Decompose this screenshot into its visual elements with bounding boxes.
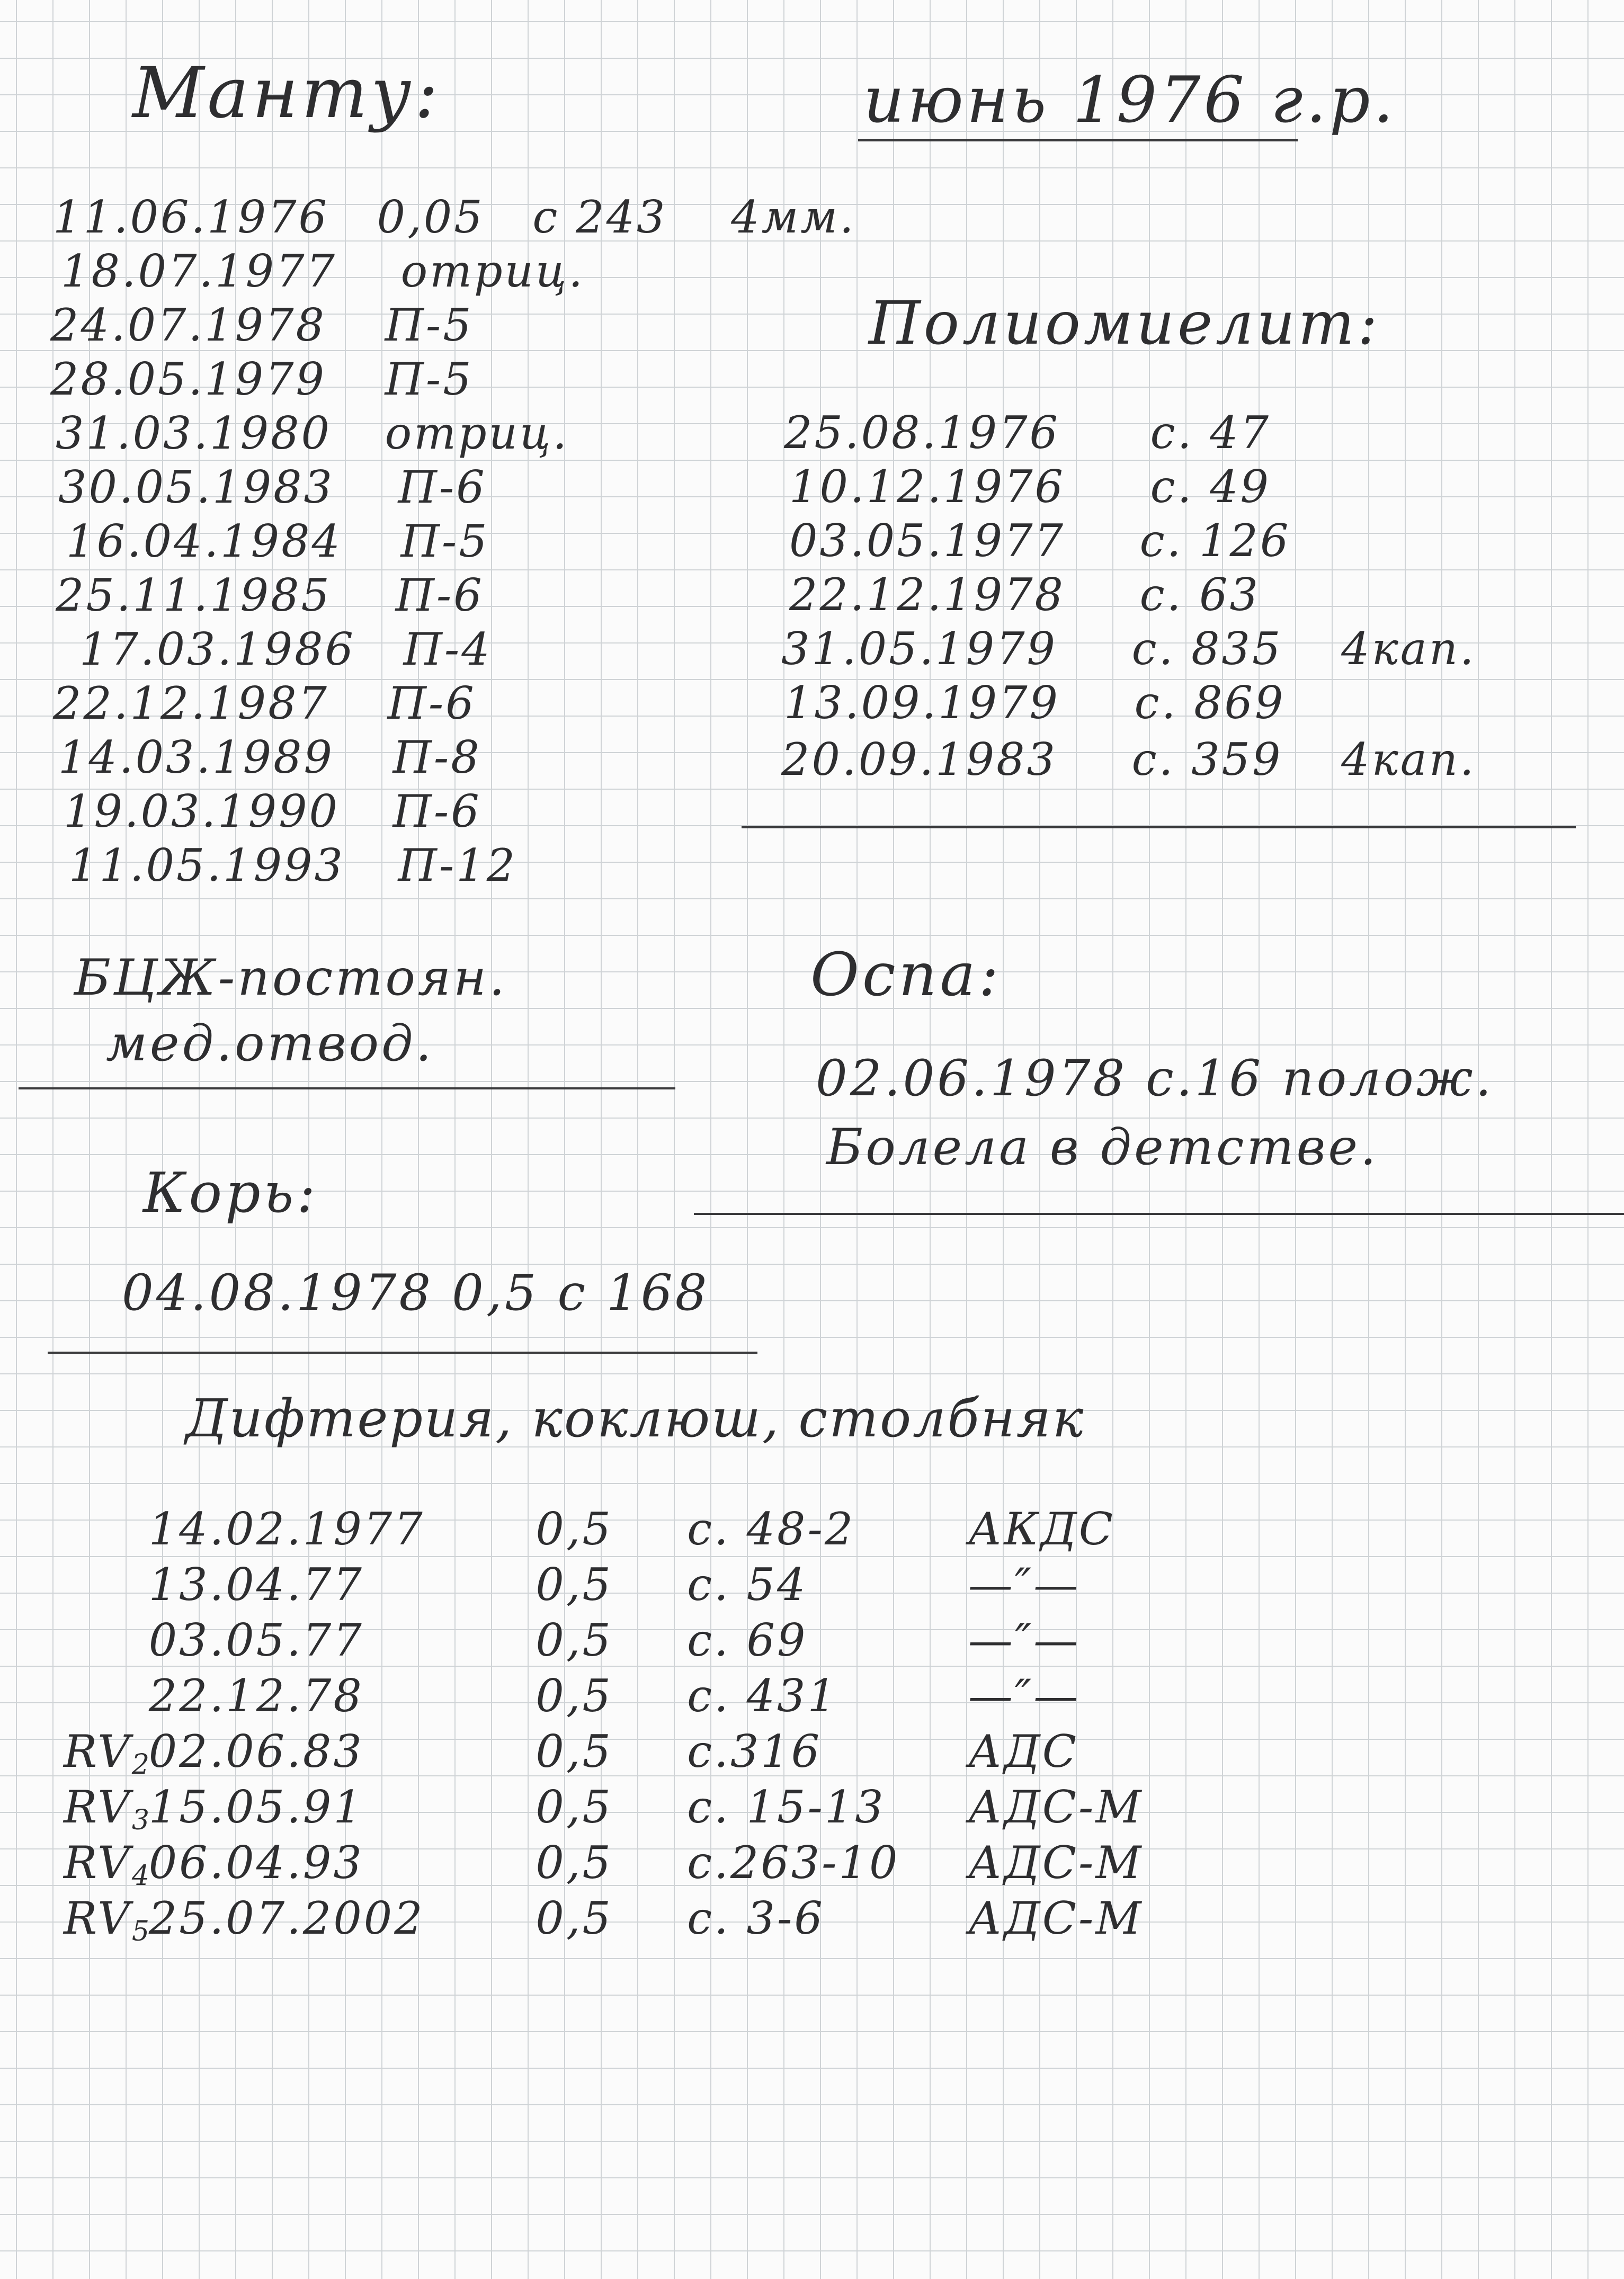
polio-row	[781, 734, 1476, 785]
polio-title: Полиомиелит:	[869, 289, 1381, 358]
polio-date: 25.08.1976	[784, 407, 1060, 459]
dtp-series: с.316	[687, 1726, 822, 1777]
dtp-date: 03.05.77	[148, 1614, 364, 1666]
dtp-title: Дифтерия, коклюш, столбняк	[185, 1389, 1085, 1449]
mantoux-date: 31.03.1980	[56, 407, 332, 459]
mantoux-date: 17.03.1986	[79, 623, 355, 675]
mantoux-date: 14.03.1989	[58, 731, 334, 783]
dtp-vaccine: —″—	[968, 1614, 1081, 1666]
polio-date: 10.12.1976	[789, 461, 1065, 513]
mantoux-row	[66, 515, 489, 567]
mantoux-row	[53, 191, 856, 243]
mantoux-row	[50, 299, 474, 351]
dtp-dose: 0,5	[536, 1559, 613, 1611]
mantoux-result: отриц.	[400, 245, 585, 297]
dtp-vaccine: АДС-М	[968, 1892, 1144, 1944]
measles-title: Корь:	[143, 1160, 319, 1225]
dtp-row	[64, 1559, 1081, 1611]
dtp-row	[64, 1781, 1144, 1837]
dtp-vaccine: АКДС	[968, 1503, 1115, 1555]
mantoux-note: 4мм.	[731, 191, 856, 243]
mantoux-result: 0,05	[377, 191, 485, 243]
dtp-series: с. 431	[687, 1670, 838, 1722]
mantoux-result: П-5	[400, 515, 489, 567]
polio-date: 22.12.1978	[789, 569, 1065, 621]
mantoux-result: П-8	[392, 731, 481, 783]
bcg-line2: мед.отвод.	[106, 1015, 434, 1073]
dtp-date: 13.04.77	[148, 1559, 364, 1611]
mantoux-row	[58, 461, 487, 513]
polio-series: с. 63	[1139, 569, 1260, 621]
polio-row	[784, 677, 1286, 729]
polio-date: 20.09.1983	[781, 734, 1057, 785]
mantoux-result: П-5	[385, 353, 474, 405]
dtp-series: с. 54	[687, 1559, 808, 1611]
dtp-rv: $RV_3$	[64, 1781, 152, 1837]
smallpox-line1: 02.06.1978 с.16 полож.	[816, 1050, 1494, 1107]
dtp-row	[64, 1892, 1144, 1948]
polio-row	[789, 515, 1291, 567]
bcg-note	[74, 949, 507, 1073]
mantoux-row	[61, 245, 585, 297]
mantoux-date: 25.11.1985	[56, 569, 332, 621]
dtp-row	[64, 1614, 1081, 1666]
dtp-series: с.263-10	[687, 1837, 900, 1889]
mantoux-result: П-6	[398, 461, 487, 513]
mantoux-date: 16.04.1984	[66, 515, 342, 567]
dtp-vaccine: АДС-М	[968, 1781, 1144, 1833]
mantoux-result: П-6	[395, 569, 484, 621]
mantoux-row	[64, 785, 481, 837]
mantoux-series: с 243	[532, 191, 667, 243]
mantoux-date: 22.12.1987	[53, 677, 329, 729]
mantoux-row	[69, 839, 517, 891]
dtp-row	[64, 1726, 1078, 1781]
mantoux-date: 30.05.1983	[58, 461, 334, 513]
mantoux-row	[56, 407, 569, 459]
polio-divider	[742, 826, 1576, 828]
mantoux-date: 28.05.1979	[50, 353, 326, 405]
polio-series: с. 869	[1134, 677, 1286, 729]
mantoux-result: П-12	[398, 839, 517, 891]
dtp-date: 25.07.2002	[148, 1892, 425, 1944]
dtp-dose: 0,5	[536, 1670, 613, 1722]
mantoux-date: 19.03.1990	[64, 785, 340, 837]
dtp-vaccine: —″—	[968, 1670, 1081, 1722]
polio-note: 4кап.	[1341, 734, 1476, 785]
smallpox-title: Оспа:	[810, 941, 1002, 1009]
polio-series: с. 126	[1139, 515, 1291, 567]
mantoux-result: П-5	[385, 299, 474, 351]
mantoux-row	[58, 731, 481, 783]
dtp-dose: 0,5	[536, 1503, 613, 1555]
mantoux-result: П-6	[387, 677, 476, 729]
dtp-vaccine: АДС	[968, 1726, 1078, 1777]
dtp-series: с. 3-6	[687, 1892, 825, 1944]
measles-line1: 04.08.1978 0,5 с 168	[122, 1264, 710, 1322]
smallpox-line2: Болела в детстве.	[826, 1119, 1379, 1176]
dtp-series: с. 69	[687, 1614, 808, 1666]
dtp-series: с. 15-13	[687, 1781, 886, 1833]
dtp-date: 22.12.78	[148, 1670, 364, 1722]
dtp-date: 15.05.91	[148, 1781, 364, 1833]
birth-date-underline	[858, 139, 1298, 141]
birth-date-text: июнь 1976 г.р.	[863, 64, 1397, 137]
mantoux-date: 18.07.1977	[61, 245, 337, 297]
measles-divider	[48, 1352, 757, 1354]
polio-date: 13.09.1979	[784, 677, 1060, 729]
dtp-date: 14.02.1977	[148, 1503, 425, 1555]
polio-date: 03.05.1977	[789, 515, 1065, 567]
polio-row	[789, 569, 1260, 621]
dtp-dose: 0,5	[536, 1726, 613, 1777]
polio-series: с. 359	[1131, 734, 1283, 785]
bcg-line1: БЦЖ-постоян.	[74, 949, 507, 1007]
dtp-dose: 0,5	[536, 1614, 613, 1666]
birth-date	[863, 64, 1397, 137]
dtp-date: 06.04.93	[148, 1837, 364, 1889]
dtp-row	[64, 1670, 1081, 1722]
polio-row	[789, 461, 1271, 513]
polio-row	[784, 407, 1271, 459]
dtp-vaccine: —″—	[968, 1559, 1081, 1611]
dtp-row	[64, 1503, 1115, 1555]
dtp-series: с. 48-2	[687, 1503, 855, 1555]
mantoux-title: Манту:	[132, 52, 442, 134]
dtp-rv: $RV_2$	[64, 1726, 152, 1781]
polio-date: 31.05.1979	[781, 623, 1057, 675]
mantoux-result: П-4	[403, 623, 492, 675]
dtp-dose: 0,5	[536, 1837, 613, 1889]
dtp-vaccine: АДС-М	[968, 1837, 1144, 1889]
dtp-dose: 0,5	[536, 1781, 613, 1833]
mantoux-row	[79, 623, 492, 675]
mantoux-row	[50, 353, 474, 405]
bcg-divider	[19, 1087, 675, 1089]
mantoux-row	[53, 677, 476, 729]
polio-series: с. 47	[1150, 407, 1271, 459]
polio-note: 4кап.	[1341, 623, 1476, 675]
smallpox-divider	[694, 1213, 1624, 1215]
mantoux-date: 11.06.1976	[53, 191, 329, 243]
dtp-rv: $RV_5$	[64, 1892, 152, 1948]
dtp-rv: $RV_4$	[64, 1837, 152, 1892]
dtp-date: 02.06.83	[148, 1726, 364, 1777]
mantoux-result: отриц.	[385, 407, 569, 459]
dtp-row	[64, 1837, 1144, 1892]
mantoux-result: П-6	[392, 785, 481, 837]
polio-row	[781, 623, 1476, 675]
mantoux-row	[56, 569, 484, 621]
dtp-dose: 0,5	[536, 1892, 613, 1944]
polio-series: с. 835	[1131, 623, 1283, 675]
mantoux-date: 24.07.1978	[50, 299, 326, 351]
polio-series: с. 49	[1150, 461, 1271, 513]
mantoux-date: 11.05.1993	[69, 839, 345, 891]
